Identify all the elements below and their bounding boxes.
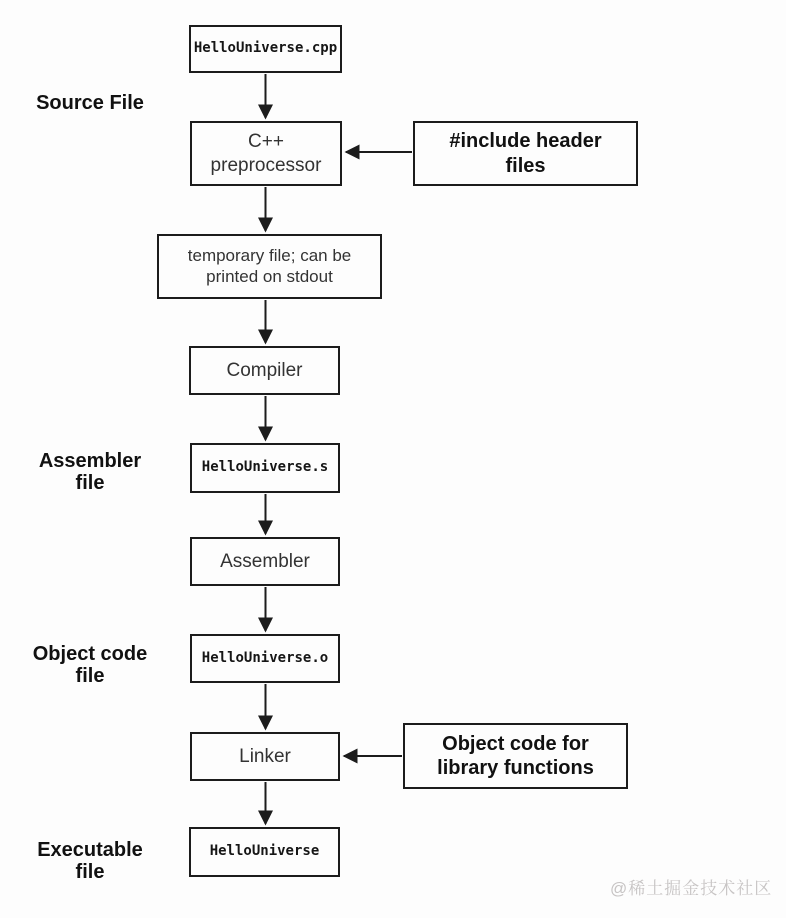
stage-label-executable-file [20,839,160,883]
node-label-line: preprocessor [210,154,322,176]
node-object-file-box [190,634,340,683]
node-label: HelloUniverse.o [201,649,329,666]
node-label-line: Object code for [442,732,589,755]
node-label: Linker [239,745,291,767]
watermark: @稀土掘金技术社区 [610,879,773,898]
node-library-objects [403,723,628,789]
node-label: HelloUniverse.s [201,459,329,476]
node-linker [190,732,340,781]
node-compiler [189,346,340,395]
node-label-line: C++ [248,131,284,153]
stage-label-assembler-file [20,450,160,494]
stage-label-line: Source File [36,92,144,114]
stage-label-line: file [75,861,105,883]
node-executable-box [189,827,340,877]
node-label: HelloUniverse.cpp [193,40,338,57]
node-label-line: library functions [437,757,594,779]
stage-label-line: Object code [32,643,148,665]
stage-label-line: Assembler [38,450,142,472]
node-label-line: #include header [449,130,602,153]
node-source-file-box [189,25,342,73]
stage-label-line: file [75,665,105,687]
node-label-line: files [505,154,546,177]
node-label-line: temporary file; can be [187,245,352,265]
node-temp-file [157,234,382,299]
stage-label-line: Executable [37,839,143,861]
stage-label-line: file [75,472,105,494]
node-label: Assembler [220,550,310,572]
node-assembler-file-box [190,443,340,493]
node-label: Compiler [226,359,303,381]
node-preprocessor [190,121,342,186]
node-assembler [190,537,340,586]
node-include-headers [413,121,638,186]
node-label-line: printed on stdout [206,266,333,286]
stage-label-source-file [20,92,160,114]
stage-label-object-code-file [15,643,165,687]
node-label: HelloUniverse [209,843,320,860]
